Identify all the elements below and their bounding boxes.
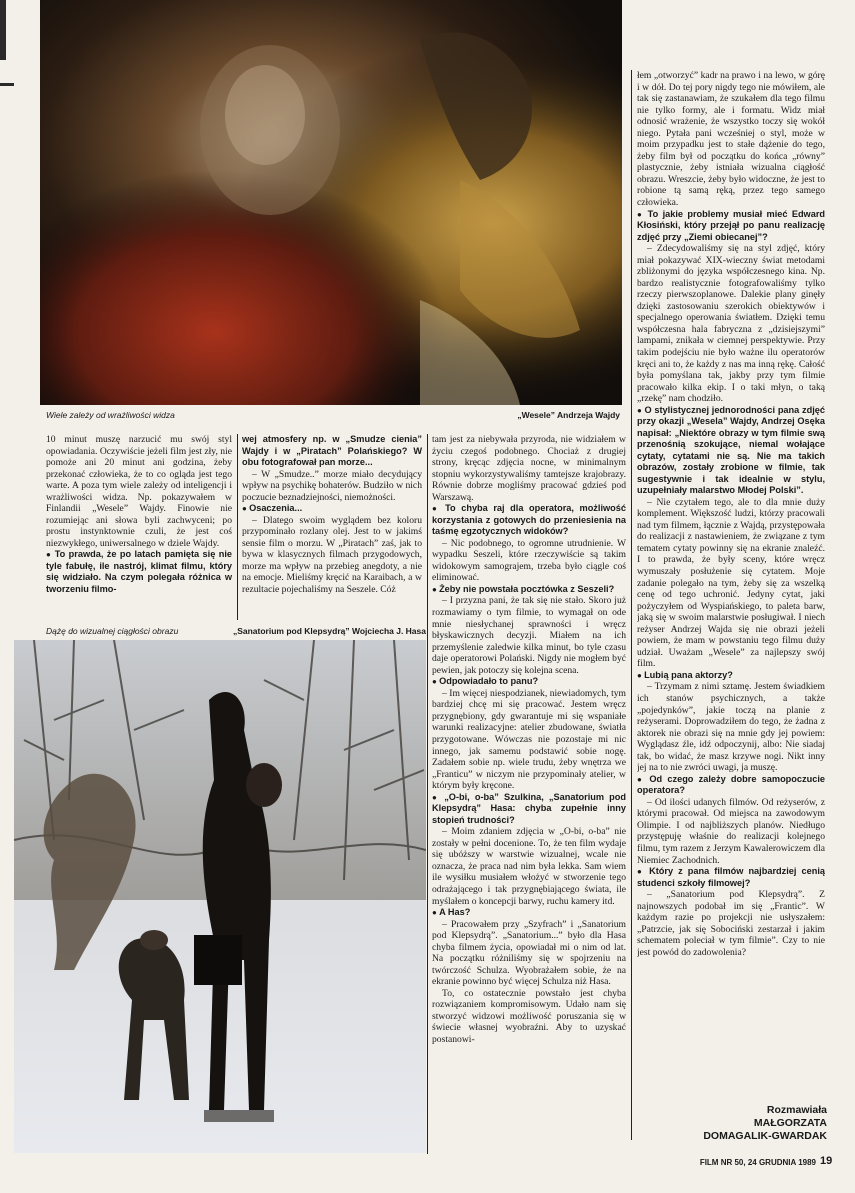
column-2 bbox=[242, 434, 422, 620]
column-3-paragraph-6: – Pracowałem przy „Szyfrach” i „Sanatorium pod Klepsydrą”. „Sanatorium...” było dla Hasa chyba filmem życia, opowiadał mi o nim od lat. Na początku różniliśmy się w spojrzeniu na twórczość Schulza. Wyobrażałem sobie, że na ekranie powinno być więcej Schulza niż Hasa. bbox=[432, 918, 626, 988]
column-4-paragraph-3: – Nie czytałem tego, ale to dla mnie duży komplement. Większość ludzi, którzy pracowali nad tym filmem, łącznie z Wajdą, przystępowała do realizacji z nastawieniem, że związane z tym tematem cytaty powinny się na ekranie znaleźć. I to prawda, że były sceny, które wręcz wymuszały posłużenie się cytatem. Moje zadanie polegało na tym, żeby się za wszelką cenę od tego uchronić. Jedyny cytat, jaki pożyczyłem od Wyspiańskiego, to paleta barw, jaką się w swoim malarstwie posługiwał. I niech reżyser Andrzej Wajda się nie obrazi jeżeli powiem, że mam w powstaniu tego filmu duży udział. Uważam „Wesele” za najlepszy swój film. bbox=[637, 496, 825, 670]
column-2-paragraph-2: – Dlatego swoim wyglądem bez koloru przypominało rozlany olej. Jest to w jakimś sensie film o morzu. W „Piratach” zaś, jak to bywa w klasycznych filmach przygodowych, morze ma wpływ na przebieg anegdoty, a nie na emocje. Mieliśmy kręcić na Karaibach, a w rezultacie pojechaliśmy na Seszele. Cóż bbox=[242, 514, 422, 595]
page-number: 19 bbox=[820, 1155, 833, 1167]
column-3-question-5: ● A Has? bbox=[432, 907, 626, 919]
column-rule-1 bbox=[237, 434, 238, 620]
column-3-paragraph-2: – Nic podobnego, to ogromne utrudnienie. W wypadku Seszeli, które rzeczywiście są takim widokowym samograjem, trzeba było ciągle coś eliminować. bbox=[432, 537, 626, 584]
column-3 bbox=[432, 434, 626, 1154]
column-3-paragraph-4: – Im więcej niespodzianek, niewiadomych, tym bardziej chcę mi się pracować. Jestem wręcz przygnębiony, gdy gwarantuje mi się wspaniałe warunki realizacyjne: atelier zbudowane, światła przygotowane. Wówczas nie pozostaje mi nic innego, jak samemu podstawić sobie nogę. Zadałem sobie np. wiele trudu, żeby wnętrza we „Franticu” w niczym nie przypominały atelier, w którym były kręcone. bbox=[432, 687, 626, 792]
column-1-question-1: ● To prawda, że po latach pamięta się nie tyle fabułę, ile nastrój, klimat filmu, który się widziało. Na czym polegała różnica w tworzeniu filmo- bbox=[46, 549, 232, 595]
left-edge-bar bbox=[0, 0, 6, 60]
signature-line-3: DOMAGALIK-GWARDAK bbox=[703, 1130, 827, 1142]
column-3-paragraph-3: – I przyzna pani, że tak się nie stało. Skoro już rozmawiamy o tym filmie, to wymagał on ode mnie niesłychanej sprawności i wręcz błyskawicznych decyzji. Miałem na ich przemyślenie zaledwie kilka minut, bo tyle czasu daje operatorowi Polański. Nigdy nie mogłem być pewien, jak potoczy się kolejna scena. bbox=[432, 595, 626, 676]
column-4-question-1: ● To jakie problemy musiał mieć Edward Kłosiński, który przejął po panu realizację zdjęć przy „Ziemi obiecanej”? bbox=[637, 209, 825, 244]
column-rule-2 bbox=[427, 434, 428, 1154]
photo-sanatorium-image bbox=[14, 640, 426, 1153]
photo-wesele-image bbox=[40, 0, 622, 405]
column-4-paragraph-1: łem „otworzyć” kadr na prawo i na lewo, w górę i w dół. Do tej pory nigdy tego nie mówiłem, ale tak się zastanawiam, że szukałem dla tego filmu nie tylko formy, ale i formatu. Widz miał odnosić wrażenie, że wszystko toczy się wokół niego. Pytała pani wcześniej o styl, może w moim przypadku jest to stałe dążenie do tego, żeby film był od początku do końca „równy” plastycznie, żeby istniała wizualna ciągłość obrazu. Wreszcie, żeby było widoczne, że jest to robione tą samą ręką, przez tego samego człowieka. bbox=[637, 70, 825, 209]
column-3-paragraph-5: – Moim zdaniem zdjęcia w „O-bi, o-ba” nie zostały w pełni docenione. To, że ten film wydaje się ubóższy w warstwie wizualnej, wcale nie oznacza, że praca nad nim była lekka. Sam wiem ile wysiłku musiałem włożyć w stworzenie tego odrażającego i tak przygnębiającego świata, ile myślałem o koncepcji barwy, ruchu kamery itd. bbox=[432, 826, 626, 907]
column-4 bbox=[637, 70, 825, 1076]
caption-mid-right: „Sanatorium pod Klepsydrą” Wojciecha J. Hasa bbox=[232, 626, 426, 636]
signature-line-1: Rozmawiała bbox=[766, 1104, 827, 1116]
interviewer-signature bbox=[637, 1104, 827, 1143]
column-rule-3 bbox=[631, 70, 632, 1140]
issue-footer: FILM NR 50, 24 GRUDNIA 1989 bbox=[699, 1158, 816, 1167]
column-4-paragraph-5: – Od ilości udanych filmów. Od reżyserów, z którymi pracował. Od miejsca na zawodowym Olimpie. I od najbliższych planów. Niedługo przystępuję właśnie do realizacji kolejnego filmu, tym razem z Jerzym Kawalerowiczem dla Niemiec Zachodnich. bbox=[637, 796, 825, 866]
column-4-question-4: ● Od czego zależy dobre samopoczucie operatora? bbox=[637, 774, 825, 797]
caption-top-right: „Wesele” Andrzeja Wajdy bbox=[517, 410, 620, 420]
column-3-question-4: ● „O-bi, o-ba” Szulkina, „Sanatorium pod Klepsydrą” Hasa: chyba zupełnie inny stopień trudności? bbox=[432, 792, 626, 827]
column-1-paragraph-1: 10 minut muszę narzucić mu swój styl opowiadania. Oczywiście jeżeli film jest zły, nie pomoże ani 20 minut ani godzina, żeby przekonać człowieka, że to co ogląda jest tego warte. A poza tym wiele zależy od inteligencji i wrażliwości widza. Np. pokazywałem w Finlandii „Wesele” Wajdy. Finowie nie rozumiejąc ani słowa byli zachwyceni; po prostu instynktownie czuli, że jest coś niezwykłego, uniwersalnego w dziele Wajdy. bbox=[46, 434, 232, 549]
column-4-question-2: ● O stylistycznej jednorodności pana zdjęć przy okazji „Wesela” Wajdy, Andrzej Osęka napisał: „Niektóre obrazy w tym filmie swą przenośnią szokujące, niemal wołające cytaty, cytatami nie są. Nie ma takich obrazów, zostały zrobione w filmie, tak sugestywnie i tak idealnie w stylu, uzupełniały malarstwo Młodej Polski”. bbox=[637, 405, 825, 497]
column-2-question-continued: wej atmosfery np. w „Smudze cienia” Wajdy i w „Piratach” Polańskiego? W obu fotografował pan morze... bbox=[242, 434, 422, 467]
column-4-paragraph-4: – Trzymam z nimi sztamę. Jestem świadkiem ich stanów psychicznych, a także „pojedynków”, jakie toczą na planie z reżyserami. Doprowadziłem do tego, że żadna z aktorek nie obrazi się na mnie gdy jej powiem: Wyglądasz źle, idź odpoczynij, albo: Nie siadaj tak, bo widać, że masz krzywe nogi. Nikt inny jej na to nie zwróci uwagi, ja muszę. bbox=[637, 681, 825, 774]
column-4-paragraph-6: – „Sanatorium pod Klepsydrą”. Z najnowszych podobał im się „Frantic”. W każdym razie po projekcji nie usłyszałem: „Patrzcie, jak się Sobociński zestarzał i jakim schematem poleciał w tym filmie”. Czy to nie jest powód do zadowolenia? bbox=[637, 889, 825, 958]
photo-sanatorium bbox=[14, 640, 426, 1153]
column-2-question-1: ● Osaczenia... bbox=[242, 503, 422, 515]
column-4-paragraph-2: – Zdecydowaliśmy się na styl zdjęć, który miał pokazywać XIX-wieczny świat metodami zbliżonymi do języka współczesnego kina. Np. bardzo realistycznie fotografowaliśmy tylko rzeczy pierwszoplanowe. Dalekie plany ginęły dzięki zastosowaniu szerokich obiektywów i specjalnego operowania światłem. Dzięki temu współczesna hala fabryczna z „dzisiejszymi” lampami, znikała w ciemnej perspektywie. Przy takim podejściu nie było ważne ilu operatorów kręci ani to, że każdy z nas ma inną rękę. Całość była pomyślana tak, jakby przy tym filmie pracowało kilka ekip. I o taki młyn, o taką „rzekę” nam chodziło. bbox=[637, 243, 825, 405]
column-3-question-2: ● Żeby nie powstała pocztówka z Seszeli? bbox=[432, 584, 626, 596]
column-3-paragraph-1: tam jest za niebywała przyroda, nie widziałem w życiu czegoś podobnego. Chociaż z drugiej strony, kręcąc zdjęcia nocne, w minimalnym stopniu wykorzystywaliśmy tamtejsze krajobrazy. Równie dobrze mogliśmy pracować gdzieś pod Warszawą. bbox=[432, 434, 626, 503]
column-3-question-3: ● Odpowiadało to panu? bbox=[432, 676, 626, 688]
column-3-question-1: ● To chyba raj dla operatora, możliwość korzystania z gotowych do przeniesienia na taśmę egzotycznych widoków? bbox=[432, 503, 626, 538]
column-2-paragraph-1: – W „Smudze..” morze miało decydujący wpływ na psychikę bohaterów. Budziło w nich poczucie beznadziejności, niemożności. bbox=[242, 468, 422, 503]
photo-wesele bbox=[40, 0, 622, 405]
column-4-question-5: ● Który z pana filmów najbardziej cenią studenci szkoły filmowej? bbox=[637, 866, 825, 889]
column-4-question-3: ● Lubią pana aktorzy? bbox=[637, 670, 825, 682]
column-1 bbox=[46, 434, 232, 620]
left-edge-mark bbox=[0, 83, 14, 86]
column-3-paragraph-7: To, co ostatecznie powstało jest chyba rozwiązaniem kompromisowym. Udało nam się stworzyć widzowi możliwość poruszania się w świecie własnej wyobraźni. Aby to uzyskać postanowi- bbox=[432, 987, 626, 1046]
caption-mid-left: Dążę do wizualnej ciągłości obrazu bbox=[46, 626, 179, 636]
signature-line-2: MAŁGORZATA bbox=[753, 1117, 827, 1129]
caption-top-left: Wiele zależy od wrażliwości widza bbox=[46, 410, 175, 420]
